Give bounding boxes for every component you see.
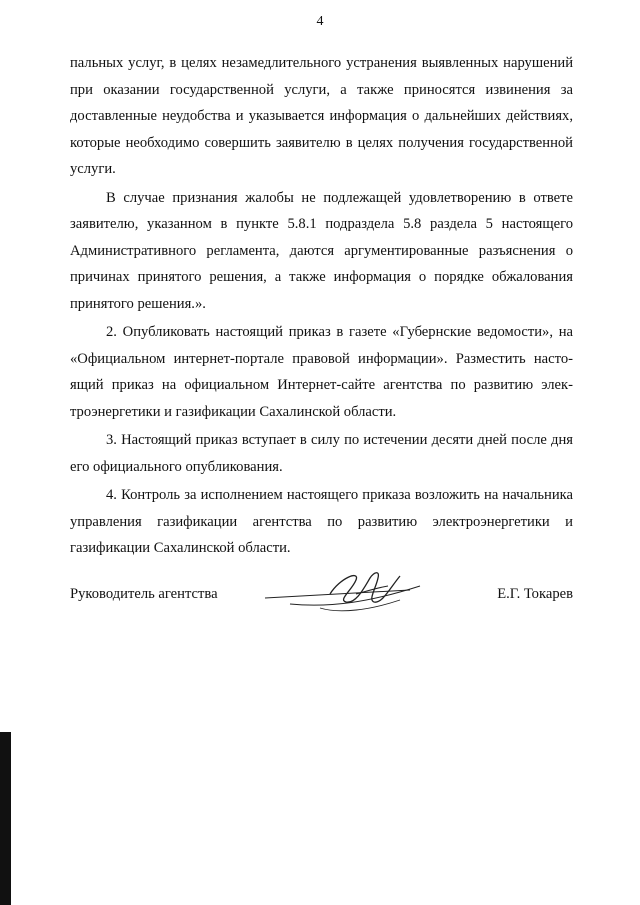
signature-block (70, 572, 573, 622)
document-body (70, 50, 573, 562)
scan-edge-mark (0, 732, 11, 905)
paragraph-item-3-effective-date: 3. Настоящий приказ вступает в силу по истечении десяти дней после дня его официального опубликования. (70, 432, 573, 475)
paragraph-continuation: пальных услуг, в целях незамедлительного устранения выявленных нарушений при оказании государственной услуги, а также приносятся извинения за доставленные неудобства и указывается информация о дальнейших действиях, которые необходимо совершить заявителю в целях получения государственной услуги. (70, 55, 573, 177)
signatory-position: Руководитель агентства (70, 586, 218, 602)
paragraph-complaint-rejection: В случае признания жалобы не подлежащей удовлетворению в ответе заявителю, указанном в пункте 5.8.1 подраздела 5.8 раздела 5 настоящего Административного регламента, даются аргументированные разъяснения о причинах принятого решения, а также информация о порядке обжалования принятого решения.». (70, 189, 573, 312)
handwritten-signature-icon (260, 564, 430, 620)
page-number: 4 (316, 14, 324, 29)
signatory-name: Е.Г. Токарев (497, 586, 573, 602)
paragraph-item-4-control: 4. Контроль за исполнением настоящего приказа возложить на начальника управления газификации агентства по развитию электроэнергетики и газификации Сахалинской области. (70, 487, 573, 556)
paragraph-item-2-publication: 2. Опубликовать настоящий приказ в газете «Губернские ведомости», на «Официальном интернет-портале правовой информации». Разместить настоящий приказ на официальном Интернет-сайте агентства по развитию электроэнергетики и газификации Сахалинской области. (70, 324, 573, 420)
